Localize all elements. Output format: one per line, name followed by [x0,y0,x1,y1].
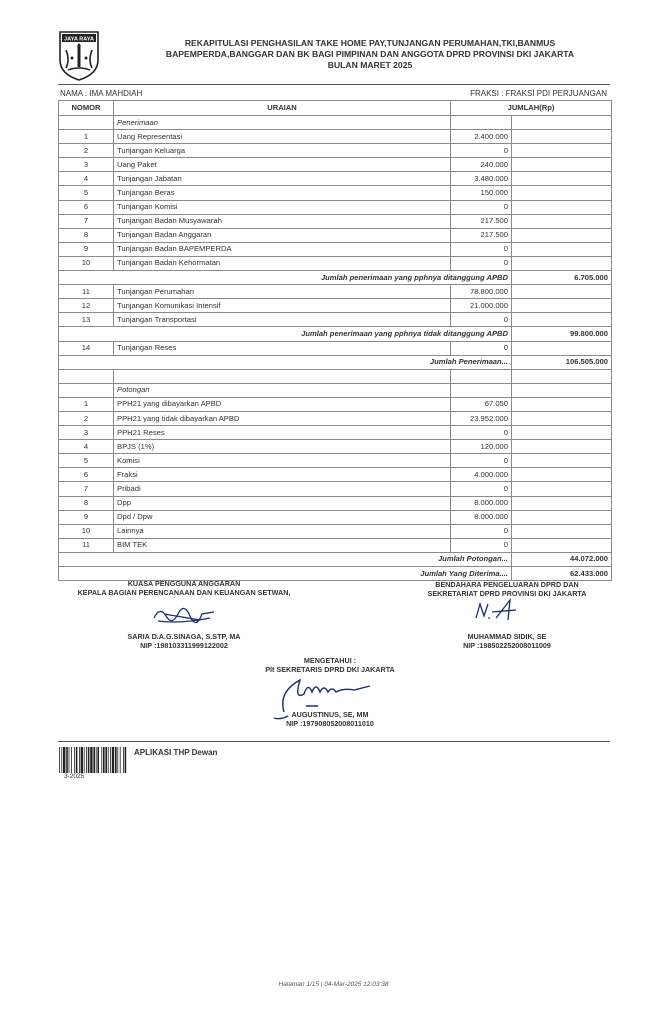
cell-value: 0 [451,313,512,327]
cell-uraian: Tunjangan Beras [114,186,451,200]
table-body [59,116,612,581]
cell-value: 0 [451,524,512,538]
cell-uraian: Fraksi [114,468,451,482]
cell-total [512,454,612,468]
cell-uraian: Tunjangan Reses [114,341,451,355]
subtotal-value: 106.505.000 [512,355,612,369]
subtotal-value: 44.072.000 [512,552,612,566]
cell-total [512,440,612,454]
cell-value: 78.800.000 [451,285,512,299]
document-title [110,38,630,71]
table-row [59,426,612,440]
barcode-bar [81,747,83,773]
mengetahui-line-1: MENGETAHUI : [303,656,357,665]
cell-uraian: Tunjangan Komisi [114,200,451,214]
cell-value: 0 [451,200,512,214]
table-row [59,214,612,228]
cell-total [512,214,612,228]
cell-uraian: Uang Paket [114,158,451,172]
kuasa-name: SARIA D.A.G.SINAGA, S.STP, MA [127,632,241,641]
cell-nomor: 13 [59,313,114,327]
barcode-bar [112,747,114,773]
fraksi-label: FRAKSI : FRAKSI PDI PERJUANGAN [470,89,607,98]
cell-value [451,369,512,383]
table-row [59,200,612,214]
cell-nomor [59,383,114,397]
cell-uraian: Komisi [114,454,451,468]
barcode-bar [108,747,109,773]
cell-total [512,256,612,270]
cell-nomor: 12 [59,299,114,313]
barcode-bar [90,747,92,773]
cell-nomor: 2 [59,144,114,158]
cell-nomor [59,116,114,130]
cell-nomor: 11 [59,285,114,299]
cell-total [512,369,612,383]
cell-value [451,116,512,130]
signature-mengetahui-name-block [215,710,445,728]
cell-uraian: Tunjangan Badan Kehormatan [114,256,451,270]
mengetahui-name: AUGUSTINUS, SE, MM [291,710,369,719]
nama-label: NAMA : IMA MAHDIAH [60,89,143,98]
cell-value: 240.000 [451,158,512,172]
cell-nomor: 9 [59,242,114,256]
barcode-divider [58,741,610,742]
barcode-bar [84,747,85,773]
cell-nomor: 9 [59,510,114,524]
table-row [59,496,612,510]
cell-nomor: 2 [59,411,114,425]
cell-total [512,482,612,496]
table-row [59,256,612,270]
barcode-bar [103,747,105,773]
cell-uraian: Dpd / Dpw [114,510,451,524]
cell-nomor [59,369,114,383]
table-row [59,411,612,425]
cell-nomor: 11 [59,538,114,552]
bendahara-line-2: SEKRETARIAT DPRD PROVINSI DKI JAKARTA [427,589,587,598]
cell-uraian: Tunjangan Transportasi [114,313,451,327]
signature-bendahara-scribble [470,596,530,626]
table-row [59,454,612,468]
barcode-bar [66,747,68,773]
cell-uraian: Tunjangan Badan BAPEMPERDA [114,242,451,256]
cell-value: 0 [451,538,512,552]
barcode-bar [115,747,117,773]
cell-total [512,200,612,214]
barcode-bar [93,747,95,773]
section-row [59,383,612,397]
header-nomor: NOMOR [59,101,114,116]
header-uraian: URAIAN [114,101,451,116]
cell-value: 8.000.000 [451,510,512,524]
cell-value: 2.400.000 [451,130,512,144]
blank-row [59,369,612,383]
table-row [59,242,612,256]
cell-total [512,228,612,242]
cell-total [512,172,612,186]
table-row [59,144,612,158]
barcode-bar [96,747,97,773]
cell-uraian: PPH21 yang tidak dibayarkan APBD [114,411,451,425]
barcode-caption: 3-2025 [64,773,85,780]
rekap-table [58,100,612,581]
cell-nomor: 3 [59,158,114,172]
cell-total [512,313,612,327]
cell-nomor: 5 [59,454,114,468]
page-footer: Halaman 1/15 | 04-Mar-2025 12:03:38 [278,981,389,988]
cell-nomor: 7 [59,214,114,228]
subtotal-value: 99.800.000 [512,327,612,341]
subtotal-label: Jumlah penerimaan yang pphnya tidak ditanggung APBD [59,327,512,341]
kuasa-line-2: KEPALA BAGIAN PERENCANAAN DAN KEUANGAN SETWAN, [77,588,291,597]
table-row [59,158,612,172]
subtotal-row [59,271,612,285]
cell-uraian: Uang Representasi [114,130,451,144]
cell-uraian: Tunjangan Komunikasi Intensif [114,299,451,313]
signature-kuasa-name-block [64,632,304,650]
cell-uraian: Pribadi [114,482,451,496]
cell-uraian: Dpp [114,496,451,510]
cell-total [512,242,612,256]
cell-uraian: PPH21 Reses [114,426,451,440]
table-row [59,172,612,186]
cell-uraian [114,369,451,383]
table-row [59,510,612,524]
table-row [59,130,612,144]
barcode-bar [59,747,60,773]
table-row [59,228,612,242]
cell-nomor: 3 [59,426,114,440]
subtotal-row [59,327,612,341]
cell-nomor: 7 [59,482,114,496]
cell-value: 217.500 [451,214,512,228]
barcode-bar [88,747,90,773]
subtotal-row [59,552,612,566]
cell-total [512,496,612,510]
cell-total [512,186,612,200]
cell-total [512,426,612,440]
barcode-bar [71,747,72,773]
cell-value: 3.480.000 [451,172,512,186]
cell-nomor: 1 [59,130,114,144]
cell-value: 8.000.000 [451,496,512,510]
cell-nomor: 4 [59,440,114,454]
cell-total [512,538,612,552]
cell-total [512,158,612,172]
cell-uraian: PPH21 yang dibayarkan APBD [114,397,451,411]
cell-uraian: Tunjangan Badan Anggaran [114,228,451,242]
cell-value: 0 [451,256,512,270]
table-row [59,440,612,454]
cell-total [512,144,612,158]
barcode-bar [97,747,99,773]
cell-uraian: Tunjangan Jabatan [114,172,451,186]
subtotal-row [59,355,612,369]
barcode-bar [76,747,78,773]
cell-value: 0 [451,454,512,468]
title-line-1: REKAPITULASI PENGHASILAN TAKE HOME PAY,TUNJANGAN PERUMAHAN,TKI,BANMUS [184,38,556,48]
cell-total [512,383,612,397]
table-row [59,538,612,552]
cell-uraian: Tunjangan Perumahan [114,285,451,299]
barcode-bar [86,747,87,773]
barcode-bar [105,747,107,773]
table-row [59,468,612,482]
title-line-3: BULAN MARET 2025 [327,60,413,70]
cell-value: 0 [451,341,512,355]
table-header-row [59,101,612,116]
subtotal-value: 62.433.000 [512,567,612,581]
subtotal-label: Jumlah penerimaan yang pphnya ditanggung APBD [59,271,512,285]
cell-nomor: 6 [59,200,114,214]
subtotal-value: 6.705.000 [512,271,612,285]
cell-total [512,510,612,524]
table-row [59,285,612,299]
cell-value: 0 [451,144,512,158]
section-label: Penerimaan [114,116,451,130]
subtotal-label: Jumlah Potongan... [59,552,512,566]
cell-nomor: 10 [59,524,114,538]
bendahara-nip: NIP :198502252008011009 [463,641,551,650]
barcode-bar [110,747,111,773]
table-row [59,299,612,313]
barcode-icon [58,747,128,773]
cell-uraian: BIM TEK [114,538,451,552]
logo-text: JAYA RAYA [63,36,95,43]
cell-value: 120.000 [451,440,512,454]
cell-value: 0 [451,482,512,496]
cell-uraian: Lainnya [114,524,451,538]
cell-value: 217.500 [451,228,512,242]
cell-value: 0 [451,242,512,256]
cell-value [451,383,512,397]
barcode-bar [74,747,75,773]
section-row [59,116,612,130]
cell-total [512,299,612,313]
cell-total [512,130,612,144]
barcode-bar [63,747,65,773]
cell-total [512,341,612,355]
barcode-bar [120,747,121,773]
cell-value: 21.000.000 [451,299,512,313]
cell-value: 150.000 [451,186,512,200]
table-row [59,186,612,200]
table-row [59,397,612,411]
mengetahui-nip: NIP :197908052008011010 [286,719,374,728]
cell-total [512,468,612,482]
table-row [59,524,612,538]
cell-value: 23.952.000 [451,411,512,425]
barcode-bar [69,747,70,773]
barcode-bar [125,747,127,773]
mengetahui-line-2: Plt SEKRETARIS DPRD DKI JAKARTA [265,665,395,674]
cell-total [512,411,612,425]
barcode-bar [79,747,80,773]
barcode-bar [101,747,102,773]
section-label: Potongan [114,383,451,397]
table-row [59,482,612,496]
subtotal-label: Jumlah Penerimaan... [59,355,512,369]
table-row [59,313,612,327]
barcode-bar [117,747,118,773]
cell-nomor: 1 [59,397,114,411]
signature-bendahara-name-block [392,632,622,650]
cell-total [512,397,612,411]
cell-value: 4.000.000 [451,468,512,482]
cell-uraian: Tunjangan Keluarga [114,144,451,158]
cell-value: 0 [451,426,512,440]
bendahara-line-1: BENDAHARA PENGELUARAN DPRD DAN [435,580,579,589]
barcode-bar [123,747,124,773]
barcode-bar [61,747,62,773]
header-divider [58,84,610,85]
cell-nomor: 6 [59,468,114,482]
cell-value: 67.050 [451,397,512,411]
cell-nomor: 8 [59,228,114,242]
cell-total [512,116,612,130]
signature-kuasa-scribble [150,602,220,626]
jaya-raya-logo [58,30,100,82]
title-line-2: BAPEMPERDA,BANGGAR DAN BK BAGI PIMPINAN DAN ANGGOTA DPRD PROVINSI DKI JAKARTA [165,49,575,59]
signature-kuasa-heading [64,579,304,597]
cell-nomor: 8 [59,496,114,510]
cell-nomor: 5 [59,186,114,200]
table-row [59,341,612,355]
cell-nomor: 10 [59,256,114,270]
cell-total [512,285,612,299]
cell-total [512,524,612,538]
bendahara-name: MUHAMMAD SIDIK, SE [467,632,547,641]
cell-uraian: BPJS (1%) [114,440,451,454]
cell-nomor: 4 [59,172,114,186]
header-jumlah: JUMLAH(Rp) [451,101,612,116]
kuasa-line-1: KUASA PENGGUNA ANGGARAN [127,579,241,588]
app-label: APLIKASI THP Dewan [134,748,218,757]
kuasa-nip: NIP :198103311999122002 [140,641,228,650]
subtotal-label: Jumlah Yang Diterima.... [59,567,512,581]
cell-uraian: Tunjangan Badan Musyawarah [114,214,451,228]
cell-nomor: 14 [59,341,114,355]
